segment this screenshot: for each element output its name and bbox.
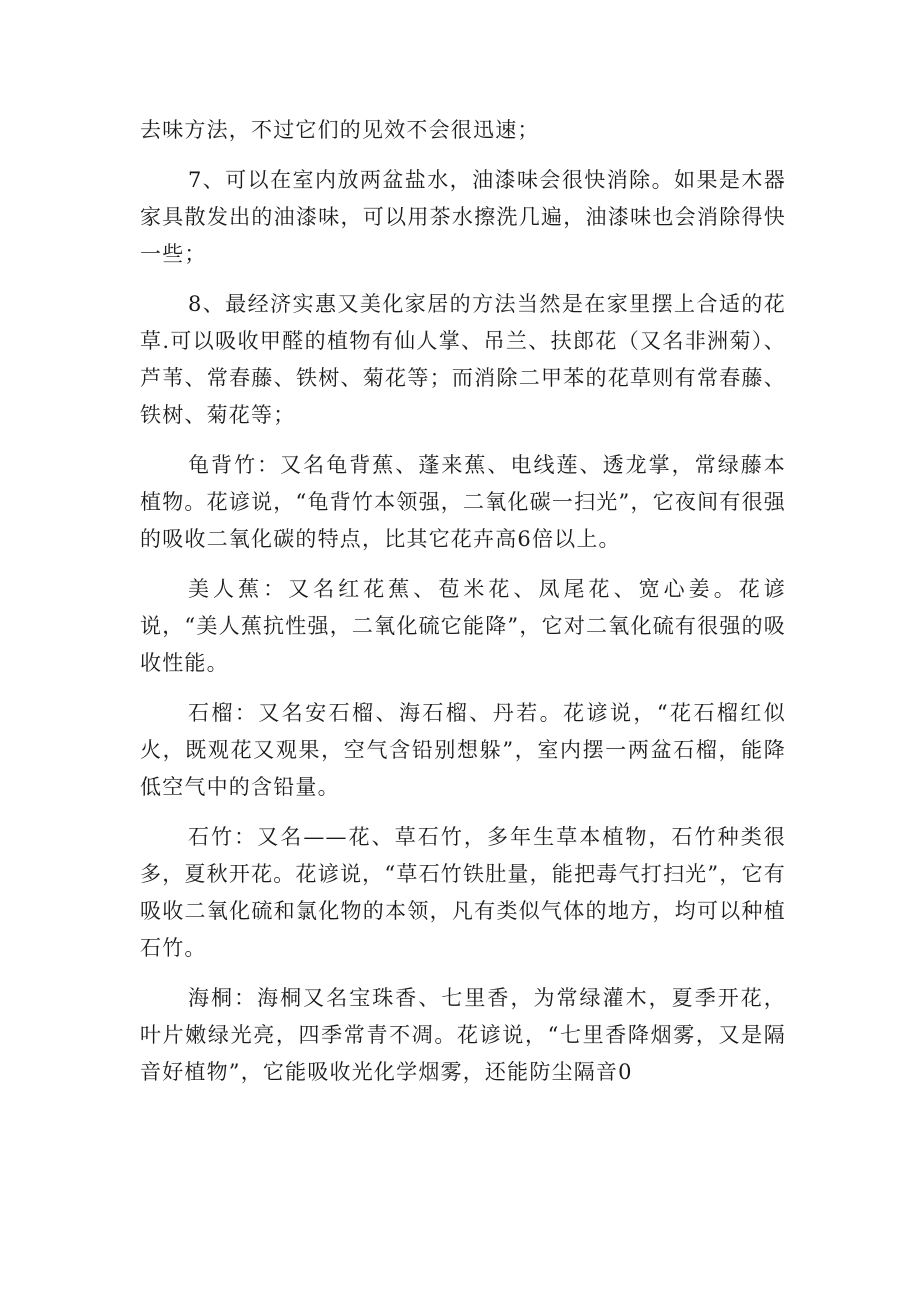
paragraph-pittosporum: 海桐：海桐又名宝珠香、七里香，为常绿灌木，夏季开花，叶片嫩绿光亮，四季常青不凋。花谚说，“七里香降烟雾，又是隔音好植物”，它能吸收光化学烟雾，还能防尘隔音0 bbox=[140, 986, 786, 1084]
paragraph-canna: 美人蕉：又名红花蕉、苞米花、凤尾花、宽心姜。花谚说，“美人蕉抗性强，二氧化硫它能降”，它对二氧化硫有很强的吸收性能。 bbox=[140, 577, 786, 675]
paragraph-item-7-salt-water: 7、可以在室内放两盆盐水，油漆味会很快消除。如果是木器家具散发出的油漆味，可以用茶水擦洗几遍，油漆味也会消除得快一些； bbox=[140, 168, 786, 266]
paragraph-odor-methods-continued: 去味方法，不过它们的见效不会很迅速； bbox=[140, 118, 540, 142]
document-page bbox=[140, 112, 786, 1104]
paragraph-pomegranate: 石榴：又名安石榴、海石榴、丹若。花谚说，“花石榴红似火，既观花又观果，空气含铅别想躲”，室内摆一两盆石榴，能降低空气中的含铅量。 bbox=[140, 701, 786, 799]
paragraph-item-8-plants: 8、最经济实惠又美化家居的方法当然是在家里摆上合适的花草.可以吸收甲醛的植物有仙人掌、吊兰、扶郎花（又名非洲菊）、芦苇、常春藤、铁树、菊花等；而消除二甲苯的花草则有常春藤、铁树、菊花等； bbox=[140, 292, 786, 427]
paragraph-monstera: 龟背竹：又名龟背蕉、蓬来蕉、电线莲、透龙掌，常绿藤本植物。花谚说，“龟背竹本领强，二氧化碳一扫光”，它夜间有很强的吸收二氧化碳的特点，比其它花卉高6倍以上。 bbox=[140, 453, 786, 551]
paragraph-dianthus: 石竹：又名——花、草石竹，多年生草本植物，石竹种类很多，夏秋开花。花谚说，“草石竹铁肚量，能把毒气打扫光”，它有吸收二氧化硫和氯化物的本领，凡有类似气体的地方，均可以种植石竹。 bbox=[140, 825, 786, 960]
